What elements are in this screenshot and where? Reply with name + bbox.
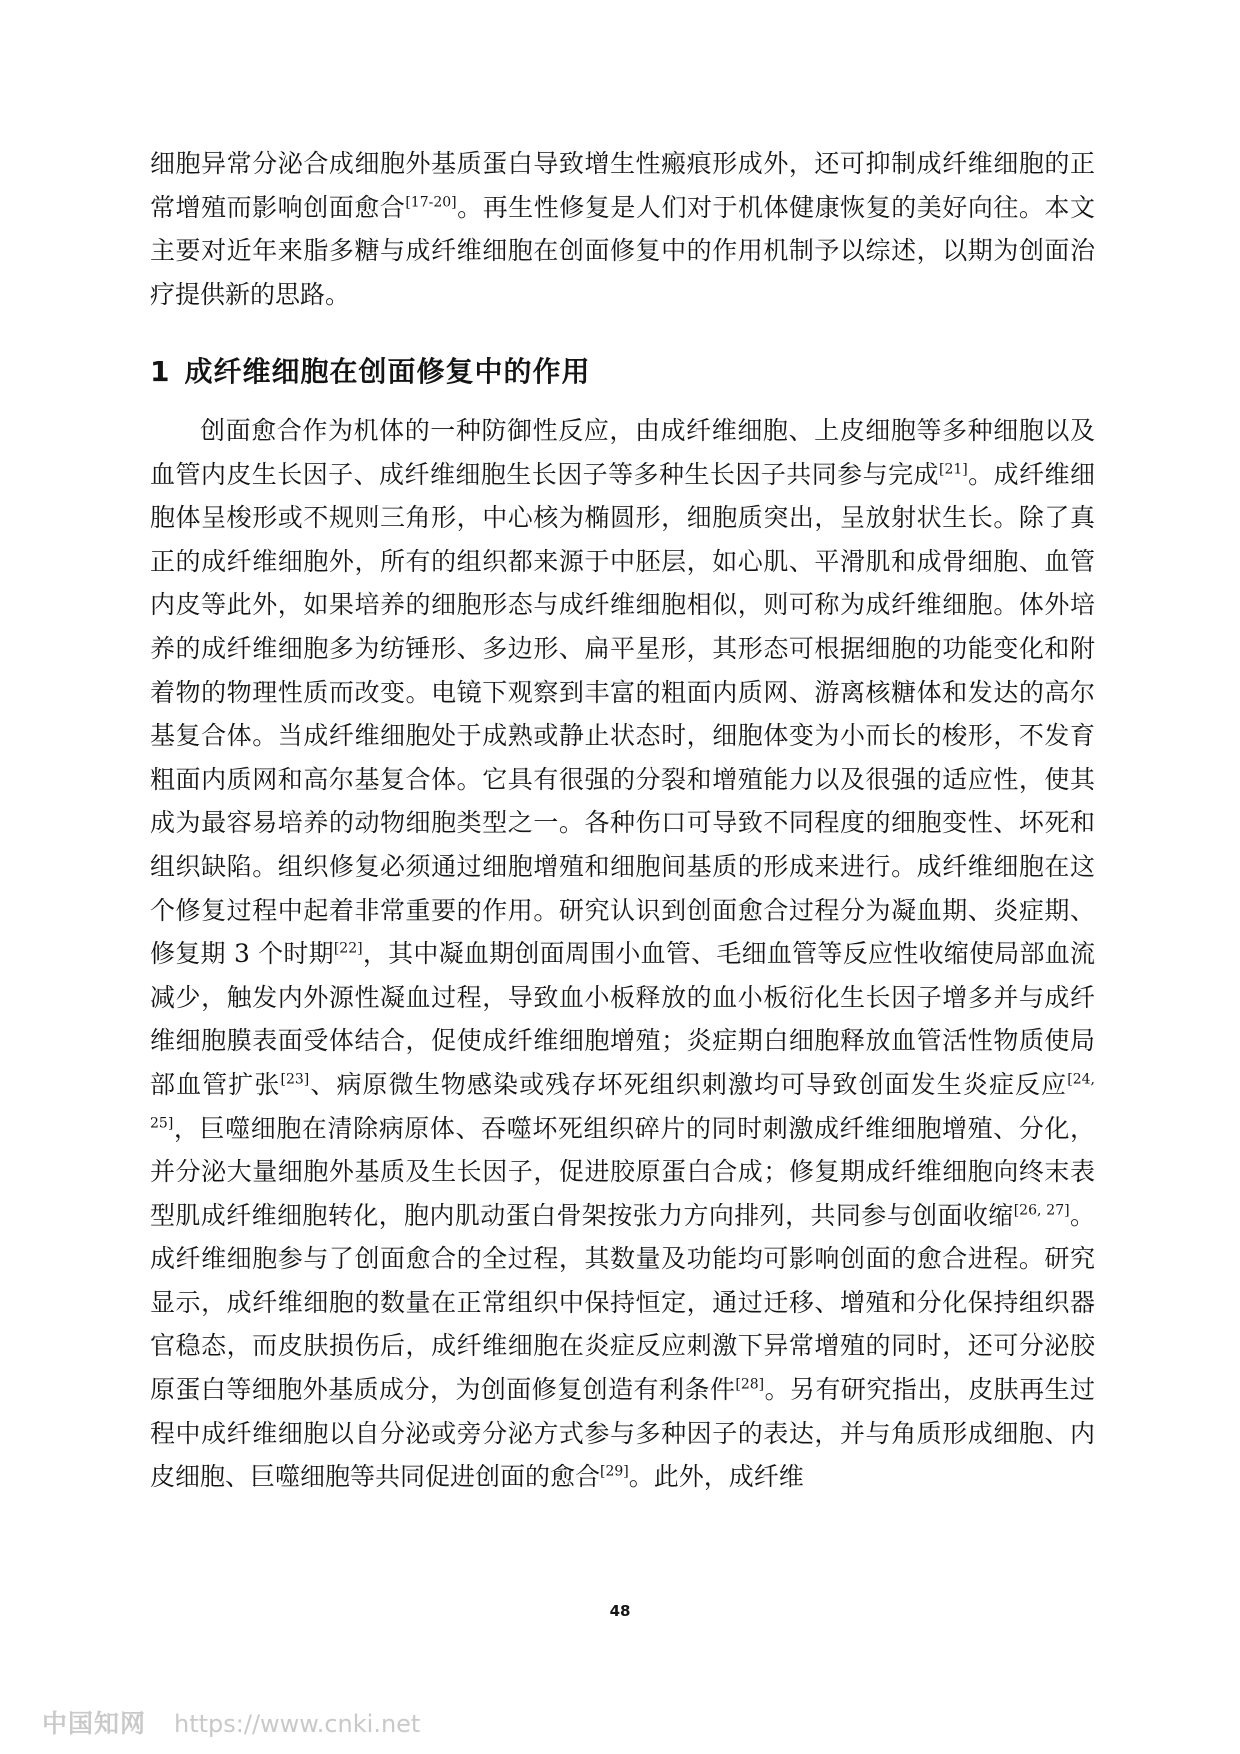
section-number: 1 (150, 355, 171, 388)
body-sentence: 。此外，成纤维 (628, 1462, 804, 1492)
body-sentence: 。成纤维细胞体呈梭形或不规则三角形，中心核为椭圆形，细胞质突出，呈放射状生长。除了真正的成纤维细胞外，所有的组织都来源于中胚层，如心肌、平滑肌和成骨细胞、血管内皮等此外，如果培养的细胞形态与成纤维细胞相似，则可称为成纤维细胞。体外培养的成纤维细胞多为纺锤形、多边形、扁平星形，其形态可根据细胞的功能变化和附着物的物理性质而改变。电镜下观察到丰富的粗面内质网、游离核糖体和发达的高尔基复合体。当成纤维细胞处于成熟或静止状态时，细胞体变为小而长的梭形，不发育粗面内质网和高尔基复合体。它具有很强的分裂和增殖能力以及很强的适应性，使其成为最容易培养的动物细胞类型之一。各种伤口可导致不同程度的细胞变性、坏死和组织缺陷。组织修复必须通过细胞增殖和细胞间基质的形成来进行。成纤维细胞在这个修复过程中起着非常重要的作用。研究认识到创面愈合过程分为凝血期、炎症期、修复期 3 个时期 (150, 459, 1095, 969)
cnki-watermark (42, 1704, 420, 1740)
body-sentence: ，巨噬细胞在清除病原体、吞噬坏死组织碎片的同时刺激成纤维细胞增殖、分化，并分泌大量细胞外基质及生长因子，促进胶原蛋白合成；修复期成纤维细胞向终末表型肌成纤维细胞转化，胞内肌动蛋白骨架按张力方向排列，共同参与创面收缩 (150, 1113, 1095, 1230)
citation-ref: [23] (280, 1071, 310, 1088)
body-paragraph (150, 409, 1095, 1499)
body-sentence: 、病原微生物感染或残存坏死组织刺激均可导致创面发生炎症反应 (309, 1069, 1068, 1099)
intro-paragraph (150, 142, 1095, 316)
body-sentence: 创面愈合作为机体的一种防御性反应，由成纤维细胞、上皮细胞等多种细胞以及血管内皮生长因子、成纤维细胞生长因子等多种生长因子共同参与完成 (150, 416, 1095, 489)
citation-ref: [17-20] (405, 194, 457, 211)
section-heading (150, 352, 1095, 392)
citation-ref: [29] (600, 1463, 629, 1480)
body-sentence: 。成纤维细胞参与了创面愈合的全过程，其数量及功能均可影响创面的愈合进程。研究显示，成纤维细胞的数量在正常组织中保持恒定，通过迁移、增殖和分化保持组织器官稳态，而皮肤损伤后，成纤维细胞在炎症反应刺激下异常增殖的同时，还可分泌胶原蛋白等细胞外基质成分，为创面修复创造有利条件 (150, 1200, 1095, 1405)
citation-ref: [28] (735, 1376, 765, 1393)
intro-text-continued: 。再生性修复是人们对于机体健康恢复的美好向往。本文主要对近年来脂多糖与成纤维细胞在创面修复中的作用机制予以综述，以期为创面治疗提供新的思路。 (150, 192, 1095, 309)
watermark-url: https://www.cnki.net (174, 1710, 421, 1738)
watermark-logo: 中国知网 (42, 1709, 147, 1738)
section-title: 成纤维细胞在创面修复中的作用 (184, 355, 591, 388)
intro-text: 细胞异常分泌合成细胞外基质蛋白导致增生性瘢痕形成外，还可抑制成纤维细胞的正常增殖而影响创面愈合 (150, 149, 1095, 222)
citation-ref: [26, 27] (1013, 1202, 1070, 1219)
body-sentence: ，其中凝血期创面周围小血管、毛细血管等反应性收缩使局部血流减少，触发内外源性凝血过程，导致血小板释放的血小板衍化生长因子增多并与成纤维细胞膜表面受体结合，促使成纤维细胞增殖；炎症期白细胞释放血管活性物质使局部血管扩张 (150, 939, 1095, 1099)
page-number: 48 (609, 1602, 631, 1620)
citation-ref: [22] (333, 940, 363, 957)
body-sentence: 。另有研究指出，皮肤再生过程中成纤维细胞以自分泌或旁分泌方式参与多种因子的表达，并与角质形成细胞、内皮细胞、巨噬细胞等共同促进创面的愈合 (150, 1375, 1095, 1492)
citation-ref: [21] (938, 461, 968, 478)
citation-ref: [24, 25] (150, 1071, 1095, 1132)
